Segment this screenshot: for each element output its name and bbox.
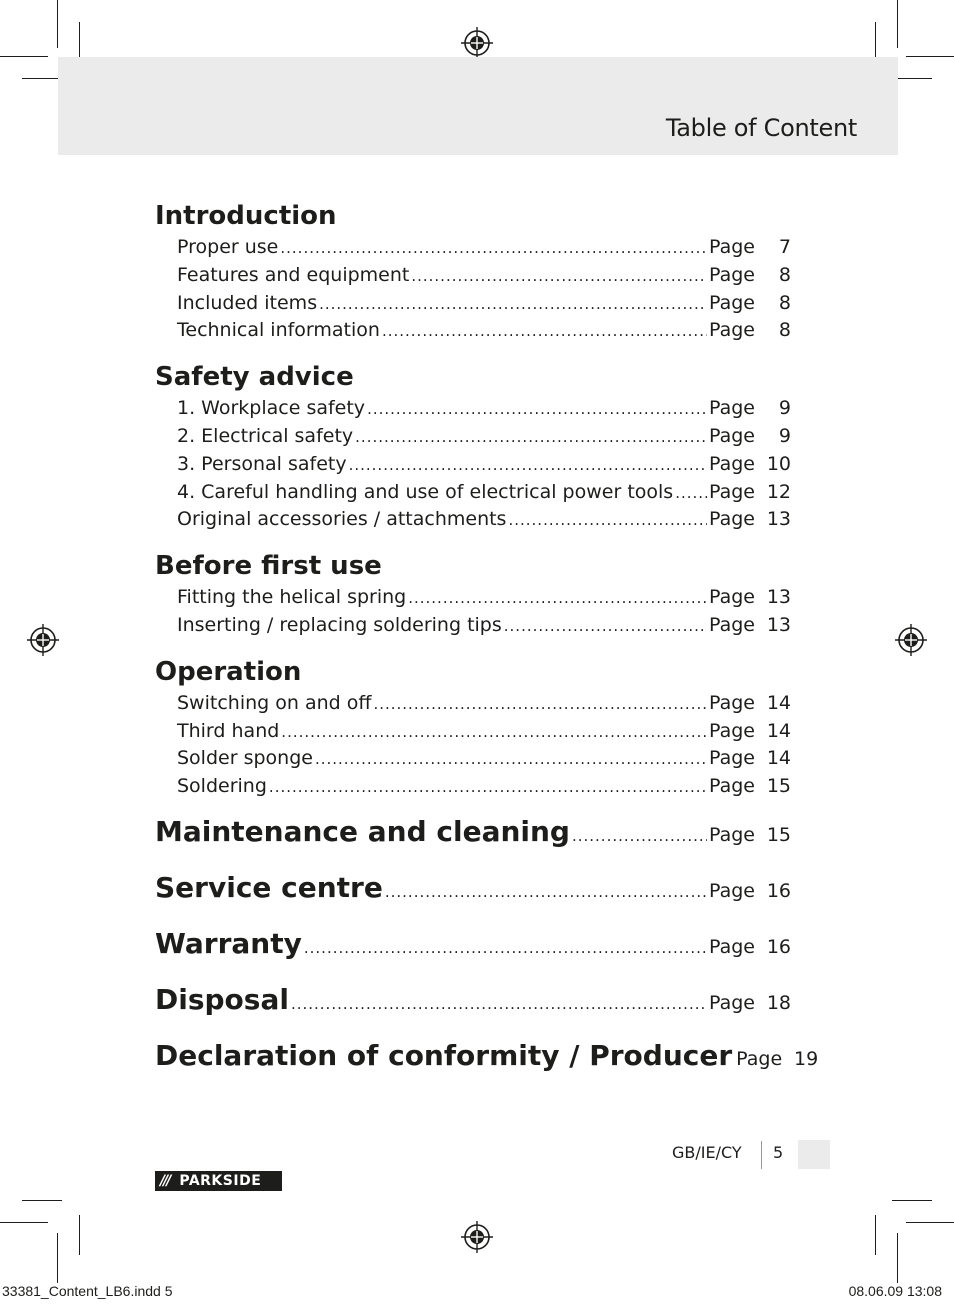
entry-page-number: 13 [766,613,791,636]
page-word: Page [709,508,755,531]
entry-page-number: 9 [778,424,791,447]
section-heading: Before first use [155,551,382,582]
page-word: Page [709,823,755,846]
crop-mark [906,1222,954,1223]
page-word: Page [709,480,755,503]
toc-entry [155,718,791,746]
footer-tab [798,1140,830,1169]
page-word: Page [709,452,755,475]
toc-major-entry [155,927,791,983]
page-word: Page [709,586,755,609]
entry-page-number: 16 [766,879,791,902]
crop-mark [22,1200,62,1201]
footer-divider [761,1141,762,1169]
page-word: Page [709,263,755,286]
entry-page-number: 8 [778,319,791,342]
crop-mark [892,78,932,79]
entry-label: 3. Personal safety [177,452,347,475]
entry-label: 2. Electrical safety [177,424,354,447]
page-word: Page [709,935,755,958]
page-number: 5 [773,1143,784,1162]
entry-page-number: 7 [778,236,791,258]
entry-label: Included items [177,291,318,314]
entry-page-number: 18 [766,991,791,1014]
dot-leader [304,939,707,957]
toc-entry [155,423,791,451]
crop-mark [79,22,80,62]
entry-label: Proper use [177,236,279,258]
crop-mark [897,1233,898,1283]
toc-section [155,548,791,640]
major-entry-title: Warranty [155,926,302,960]
crop-mark [906,56,954,57]
print-slug-date: 08.06.09 13:08 [848,1283,942,1299]
toc-entry [155,506,791,534]
page-word: Page [709,775,755,798]
toc-entry [155,745,791,773]
entry-page-number: 13 [766,586,791,609]
crop-mark [22,78,62,79]
page-title: Table of Content [665,114,857,142]
toc-entry [155,262,791,290]
registration-mark-icon [894,623,928,657]
page-word: Page [709,424,755,447]
major-entry-title: Maintenance and cleaning [155,814,570,848]
page-word: Page [709,719,755,742]
toc-major-entry [155,815,791,871]
dot-leader [382,318,707,345]
entry-page-number: 15 [766,823,791,846]
print-slug-file: 33381_Content_LB6.indd 5 [2,1283,173,1299]
crop-mark [79,1215,80,1255]
crop-mark [0,1222,48,1223]
dot-leader [367,396,707,423]
page-word: Page [709,879,755,902]
registration-mark-icon [26,623,60,657]
section-heading: Introduction [155,201,337,231]
entry-page-number: 14 [766,719,791,742]
toc-entry [155,317,791,345]
dot-leader [385,883,707,901]
dot-leader [349,452,707,479]
dot-leader [315,746,707,773]
crop-mark [57,1233,58,1283]
dot-leader [504,613,707,640]
toc-entry [155,451,791,479]
dot-leader [291,995,707,1013]
dot-leader [675,480,707,507]
entry-page-number: 14 [766,691,791,714]
page-word: Page [709,747,755,770]
entry-label: Technical information [177,319,380,342]
entry-page-number: 8 [778,263,791,286]
section-heading: Operation [155,656,302,687]
entry-label: Solder sponge [177,747,313,770]
toc-major-entry [155,1038,819,1095]
major-entry-title: Service centre [155,870,383,904]
entry-page-number: 13 [766,508,791,531]
entry-label: 4. Careful handling and use of electrical power tools [177,480,674,503]
crop-mark [897,0,898,48]
entry-label: Third hand [177,719,280,742]
major-entry-title: Disposal [155,982,289,1016]
entry-page-number: 14 [766,747,791,770]
dot-leader [280,235,707,262]
dot-leader [408,585,707,612]
toc-section [155,359,791,534]
toc-entry [155,773,791,801]
entry-page-number: 10 [766,452,791,475]
toc-section [155,654,791,801]
dot-leader [411,263,707,290]
parkside-logo [155,1171,282,1191]
toc-entry [155,395,791,423]
entry-label: Switching on and off [177,691,372,714]
entry-label: 1. Workplace safety [177,397,366,420]
major-entries [155,814,819,1095]
entry-page-number: 12 [766,480,791,503]
dot-leader [373,691,707,718]
table-of-contents [155,198,819,1095]
toc-entry [155,612,791,640]
logo-stripes: /// [160,1173,170,1189]
crop-mark [875,22,876,62]
crop-mark [0,56,48,57]
crop-mark [892,1200,932,1201]
entry-label: Features and equipment [177,263,410,286]
registration-mark-icon [460,1220,494,1254]
dot-leader [572,827,707,845]
crop-mark [57,0,58,48]
entry-label: Original accessories / attachments [177,508,507,531]
page-word: Page [709,613,755,636]
page-word: Page [709,991,755,1014]
dot-leader [355,424,707,451]
page-word: Page [736,1047,783,1070]
entry-page-number: 19 [793,1047,819,1070]
entry-page-number: 8 [778,291,791,314]
toc-entry [155,690,791,718]
page-word: Page [709,691,755,714]
entry-label: Fitting the helical spring [177,586,407,609]
entry-label: Soldering [177,775,267,798]
page-word: Page [709,319,755,342]
dot-leader [269,774,707,801]
dot-leader [319,291,707,318]
page-word: Page [709,236,755,258]
toc-major-entry [155,983,791,1039]
entry-label: Inserting / replacing soldering tips [177,613,502,636]
section-heading: Safety advice [155,362,354,393]
toc-entry [155,479,791,507]
entry-page-number: 15 [766,775,791,798]
entry-page-number: 9 [778,397,791,420]
toc-entry [155,584,791,612]
entry-page-number: 16 [766,935,791,958]
toc-major-entry [155,871,791,927]
toc-section [155,198,791,345]
toc-entry [155,234,791,262]
registration-mark-icon [460,26,494,60]
major-entry-title: Declaration of conformity / Producer [155,1038,733,1072]
page-word: Page [709,397,755,420]
crop-mark [875,1215,876,1255]
page-word: Page [709,291,755,314]
logo-text: PARKSIDE [179,1173,262,1189]
region-code: GB/IE/CY [672,1143,742,1162]
toc-entry [155,290,791,318]
dot-leader [508,507,707,534]
dot-leader [281,719,707,746]
